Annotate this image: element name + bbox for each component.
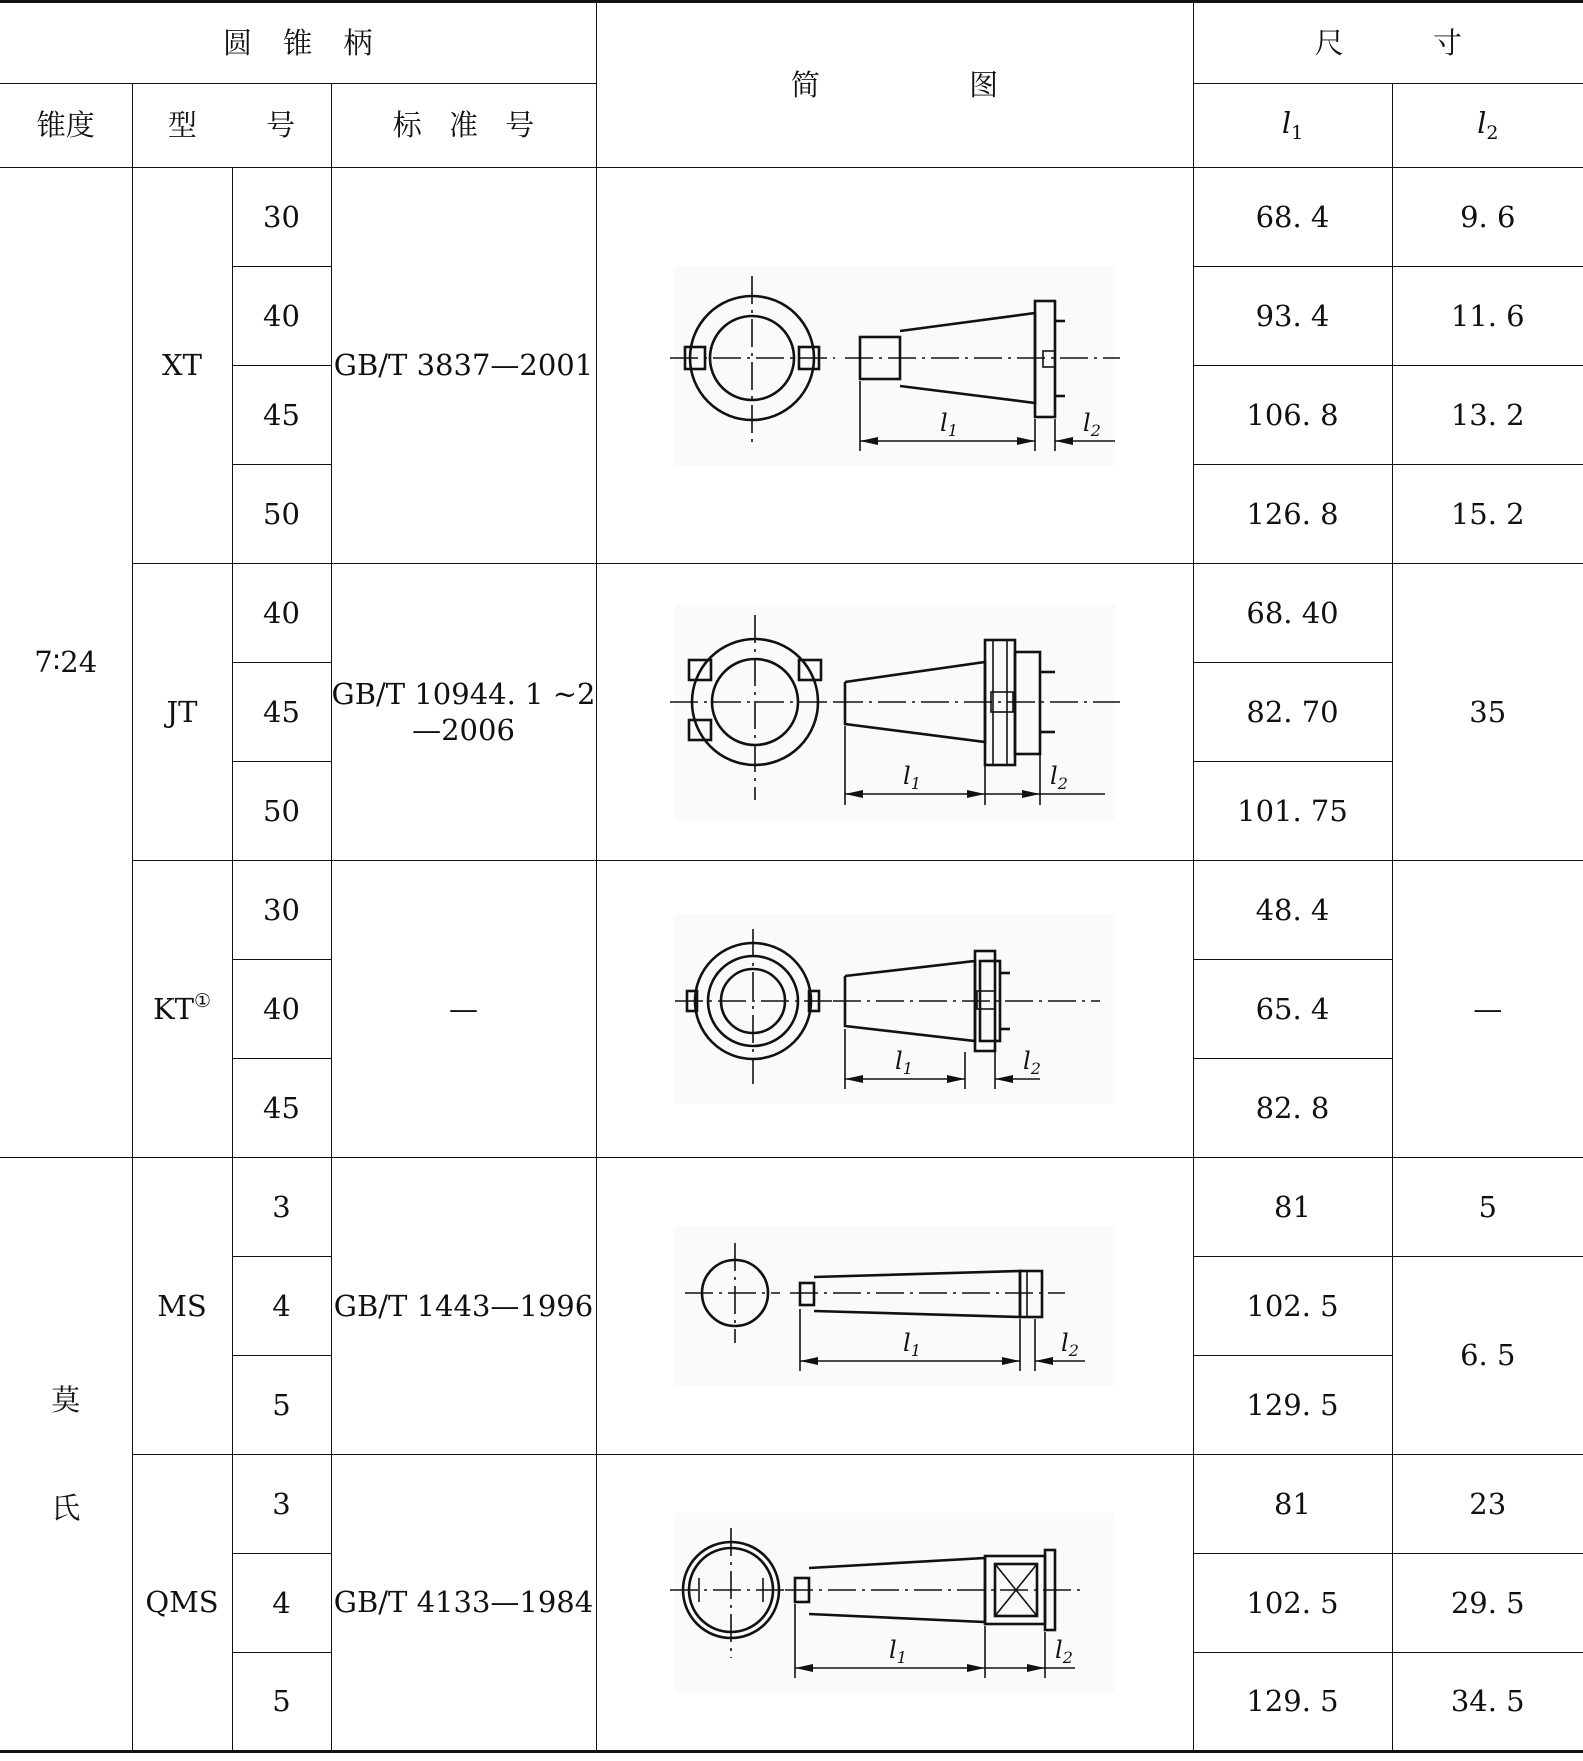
kt-footnote: ① bbox=[193, 990, 212, 1013]
xt-type: XT bbox=[132, 168, 232, 564]
jt-dim-l2: $l_2$ bbox=[1049, 761, 1068, 793]
header-model-text: 型 号 bbox=[167, 108, 296, 143]
kt-type bbox=[132, 861, 232, 1158]
qms-l1-5: 129. 5 bbox=[1193, 1653, 1392, 1752]
kt-type-text: KT bbox=[152, 992, 194, 1027]
taper-morse-char2: 氏 bbox=[51, 1491, 81, 1526]
qms-dim-l1: $l_1$ bbox=[888, 1635, 907, 1667]
header-shank-text: 圆 锥 柄 bbox=[223, 25, 373, 60]
header-sketch-text: 简 图 bbox=[790, 67, 999, 102]
xt-sketch bbox=[596, 168, 1193, 564]
qms-l1-4: 102. 5 bbox=[1193, 1554, 1392, 1653]
jt-l1-40: 68. 40 bbox=[1193, 564, 1392, 663]
jt-l1-50: 101. 75 bbox=[1193, 762, 1392, 861]
header-standard-text: 标 准 号 bbox=[392, 108, 535, 143]
ms-l2-3: 5 bbox=[1392, 1158, 1583, 1257]
jt-no-40: 40 bbox=[232, 564, 331, 663]
xt-no-30: 30 bbox=[232, 168, 331, 267]
kt-dim-l2: $l_2$ bbox=[1022, 1047, 1041, 1078]
kt-standard: — bbox=[331, 861, 596, 1158]
ms-standard: GB/T 1443—1996 bbox=[331, 1158, 596, 1455]
xt-no-50: 50 bbox=[232, 465, 331, 564]
kt-l1-45: 82. 8 bbox=[1193, 1059, 1392, 1158]
qms-dim-l2: $l_2$ bbox=[1054, 1635, 1073, 1667]
kt-no-40: 40 bbox=[232, 960, 331, 1059]
ms-l1-4: 102. 5 bbox=[1193, 1257, 1392, 1356]
xt-l1-40: 93. 4 bbox=[1193, 267, 1392, 366]
qms-type: QMS bbox=[132, 1455, 232, 1752]
ms-sketch-drawing bbox=[665, 1221, 1125, 1391]
ms-no-5: 5 bbox=[232, 1356, 331, 1455]
kt-l1-30: 48. 4 bbox=[1193, 861, 1392, 960]
jt-standard-line2: —2006 bbox=[412, 713, 515, 747]
xt-l2-45: 13. 2 bbox=[1392, 366, 1583, 465]
jt-sketch-drawing bbox=[665, 600, 1125, 825]
kt-no-45: 45 bbox=[232, 1059, 331, 1158]
qms-standard: GB/T 4133—1984 bbox=[331, 1455, 596, 1752]
kt-dim-l1: $l_1$ bbox=[894, 1047, 913, 1078]
header-l2-letter: l bbox=[1477, 106, 1487, 141]
header-shank bbox=[0, 2, 596, 84]
header-l2 bbox=[1392, 84, 1583, 168]
qms-no-3: 3 bbox=[232, 1455, 331, 1554]
qms-sketch bbox=[596, 1455, 1193, 1752]
ms-l1-3: 81 bbox=[1193, 1158, 1392, 1257]
kt-l1-40: 65. 4 bbox=[1193, 960, 1392, 1059]
xt-sketch-drawing bbox=[665, 261, 1125, 471]
ms-l2-45: 6. 5 bbox=[1392, 1257, 1583, 1455]
jt-l1-45: 82. 70 bbox=[1193, 663, 1392, 762]
ms-no-4: 4 bbox=[232, 1257, 331, 1356]
header-standard bbox=[331, 84, 596, 168]
jt-type: JT bbox=[132, 564, 232, 861]
jt-no-45: 45 bbox=[232, 663, 331, 762]
xt-l2-40: 11. 6 bbox=[1392, 267, 1583, 366]
ms-no-3: 3 bbox=[232, 1158, 331, 1257]
jt-no-50: 50 bbox=[232, 762, 331, 861]
xt-no-40: 40 bbox=[232, 267, 331, 366]
kt-l2: — bbox=[1392, 861, 1583, 1158]
xt-dim-l2: $l_2$ bbox=[1082, 408, 1101, 440]
xt-l1-45: 106. 8 bbox=[1193, 366, 1392, 465]
taper-morse-cell bbox=[0, 1158, 132, 1752]
jt-l2: 35 bbox=[1392, 564, 1583, 861]
xt-l2-30: 9. 6 bbox=[1392, 168, 1583, 267]
ms-l1-5: 129. 5 bbox=[1193, 1356, 1392, 1455]
header-model bbox=[132, 84, 331, 168]
header-l1 bbox=[1193, 84, 1392, 168]
header-size-text: 尺 寸 bbox=[1314, 25, 1462, 60]
xt-dim-l1: $l_1$ bbox=[939, 408, 958, 440]
qms-no-4: 4 bbox=[232, 1554, 331, 1653]
ms-type: MS bbox=[132, 1158, 232, 1455]
header-taper: 锥度 bbox=[0, 84, 132, 168]
jt-standard-line1: GB/T 10944. 1 ~2 bbox=[331, 676, 596, 711]
xt-l1-30: 68. 4 bbox=[1193, 168, 1392, 267]
header-l2-sub: 2 bbox=[1486, 122, 1499, 145]
header-sketch bbox=[596, 2, 1193, 168]
ms-sketch bbox=[596, 1158, 1193, 1455]
jt-sketch bbox=[596, 564, 1193, 861]
kt-sketch-drawing bbox=[665, 909, 1125, 1109]
taper-morse-char1: 莫 bbox=[51, 1382, 81, 1417]
ms-dim-l1: $l_1$ bbox=[902, 1329, 921, 1360]
jt-standard bbox=[331, 564, 596, 861]
kt-sketch bbox=[596, 861, 1193, 1158]
xt-no-45: 45 bbox=[232, 366, 331, 465]
qms-sketch-drawing bbox=[665, 1508, 1125, 1698]
qms-l1-3: 81 bbox=[1193, 1455, 1392, 1554]
xt-l2-50: 15. 2 bbox=[1392, 465, 1583, 564]
qms-l2-3: 23 bbox=[1392, 1455, 1583, 1554]
kt-no-30: 30 bbox=[232, 861, 331, 960]
qms-l2-5: 34. 5 bbox=[1392, 1653, 1583, 1752]
xt-standard: GB/T 3837—2001 bbox=[331, 168, 596, 564]
qms-l2-4: 29. 5 bbox=[1392, 1554, 1583, 1653]
header-l1-letter: l bbox=[1281, 106, 1292, 141]
header-l1-sub: 1 bbox=[1291, 122, 1304, 145]
header-size bbox=[1193, 2, 1583, 84]
qms-no-5: 5 bbox=[232, 1653, 331, 1752]
xt-l1-50: 126. 8 bbox=[1193, 465, 1392, 564]
jt-dim-l1: $l_1$ bbox=[902, 761, 921, 793]
taper-724-cell: 7∶24 bbox=[0, 168, 132, 1158]
ms-dim-l2: $l_2$ bbox=[1060, 1329, 1079, 1360]
